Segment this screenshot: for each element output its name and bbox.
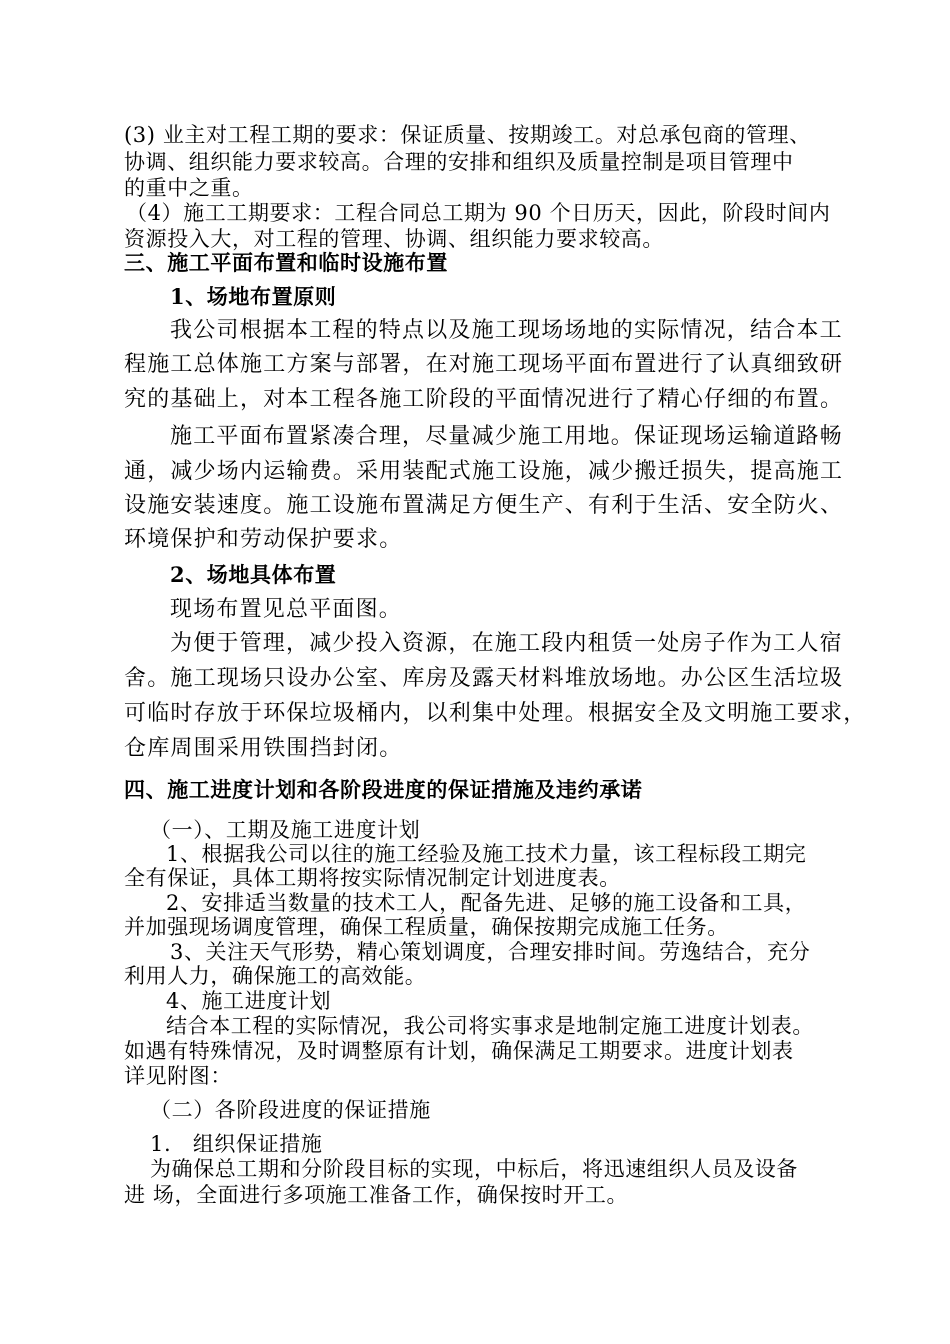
paragraph-line: 仓库周围采用铁围挡封闭。: [124, 736, 403, 761]
text-line: 1、根据我公司以往的施工经验及施工技术力量，该工程标段工期完: [166, 842, 807, 866]
paragraph-line: 施工平面布置紧凑合理，尽量减少施工用地。保证现场运输道路畅: [170, 424, 843, 449]
text-line: 如遇有特殊情况，及时调整原有计划，确保满足工期要求。进度计划表: [124, 1039, 794, 1063]
paragraph-line: 我公司根据本工程的特点以及施工现场场地的实际情况，结合本工: [170, 318, 843, 343]
paragraph-line: 为便于管理，减少投入资源，在施工段内租赁一处房子作为工人宿: [170, 631, 843, 656]
text-line: 并加强现场调度管理，确保工程质量，确保按期完成施工任务。: [124, 915, 729, 939]
text-line: 资源投入大，对工程的管理、协调、组织能力要求较高。: [124, 227, 664, 251]
subsection-heading: 1. 组织保证措施: [150, 1132, 323, 1156]
text-line: 3、关注天气形势，精心策划调度，合理安排时间。劳逸结合，充分: [170, 940, 811, 964]
text-line: 详见附图：: [124, 1064, 232, 1088]
text-line: 全有保证，具体工期将按实际情况制定计划进度表。: [124, 866, 621, 890]
subsection-heading: （一）、工期及施工进度计划: [150, 818, 421, 842]
paragraph-line: 程施工总体施工方案与部署，在对施工现场平面布置进行了认真细致研: [124, 352, 844, 377]
paragraph-line: 环境保护和劳动保护要求。: [124, 527, 403, 552]
text-line: 协调、组织能力要求较高。合理的安排和组织及质量控制是项目管理中: [124, 150, 794, 174]
text-line: 结合本工程的实际情况，我公司将实事求是地制定施工进度计划表。: [166, 1014, 814, 1038]
subsection-heading: 1、场地布置原则: [170, 284, 337, 309]
paragraph-line: 可临时存放于环保垃圾桶内，以利集中处理。根据安全及文明施工要求，: [124, 701, 867, 726]
subsection-heading: 2、场地具体布置: [170, 562, 337, 587]
paragraph-line: 舍。施工现场只设办公室、库房及露天材料堆放场地。办公区生活垃圾: [124, 666, 844, 691]
text-line: 进 场，全面进行多项施工准备工作，确保按时开工。: [124, 1183, 629, 1207]
text-line: 4、施工进度计划: [166, 989, 332, 1013]
text-line: 利用人力，确保施工的高效能。: [124, 964, 427, 988]
text-line: 为确保总工期和分阶段目标的实现，中标后，将迅速组织人员及设备: [150, 1157, 798, 1181]
text-line: (3) 业主对工程工期的要求：保证质量、按期竣工。对总承包商的管理、: [124, 123, 811, 147]
paragraph-line: 通，减少场内运输费。采用装配式施工设施，减少搬迁损失，提高施工: [124, 459, 844, 484]
paragraph-line: 设施安装速度。施工设施布置满足方便生产、有利于生活、安全防火、: [124, 493, 844, 518]
text-line: （4）施工工期要求：工程合同总工期为 90 个日历天，因此，阶段时间内: [126, 201, 831, 225]
section-heading: 四、施工进度计划和各阶段进度的保证措施及违约承诺: [124, 777, 643, 802]
paragraph-line: 究的基础上，对本工程各施工阶段的平面情况进行了精心仔细的布置。: [124, 387, 844, 412]
subsection-heading: （二）各阶段进度的保证措施: [150, 1098, 431, 1122]
section-heading: 三、施工平面布置和临时设施布置: [124, 250, 448, 275]
text-line: 的重中之重。: [124, 176, 254, 200]
paragraph-line: 现场布置见总平面图。: [170, 597, 403, 622]
text-line: 2、安排适当数量的技术工人，配备先进、足够的施工设备和工具，: [166, 891, 807, 915]
